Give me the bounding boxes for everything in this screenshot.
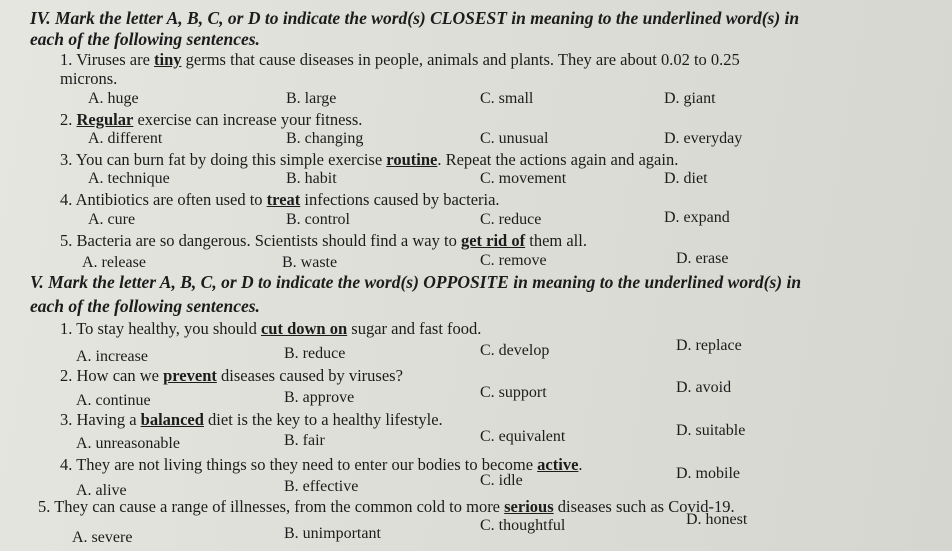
s5-q5-option-b[interactable]: B. unimportant	[284, 525, 381, 542]
s5-q4-option-c[interactable]: C. idle	[480, 472, 523, 489]
s5-q3-option-d[interactable]: D. suitable	[676, 422, 746, 439]
s4-q3-underlined: routine	[386, 150, 438, 169]
s5-q4-option-d[interactable]: D. mobile	[676, 465, 740, 482]
s5-q1-post: sugar and fast food.	[347, 319, 482, 338]
s5-q2-option-b[interactable]: B. approve	[284, 389, 355, 406]
s5-question-5	[38, 497, 735, 517]
s4-question-2	[60, 110, 362, 130]
s4-q2-post: exercise can increase your fitness.	[133, 110, 363, 129]
s4-q2-pre: 2.	[60, 110, 77, 129]
s5-q5-underlined: serious	[504, 497, 554, 516]
s4-q1-option-c[interactable]: C. small	[480, 90, 534, 107]
s4-q1-pre: 1. Viruses are	[60, 50, 155, 69]
s4-q1-option-b[interactable]: B. large	[286, 90, 337, 107]
s5-q3-option-a[interactable]: A. unreasonable	[76, 435, 180, 452]
s5-q5-post: diseases such as Covid-19.	[553, 497, 735, 516]
s4-q3-option-b[interactable]: B. habit	[286, 170, 337, 187]
s4-q4-underlined: treat	[266, 190, 301, 209]
s4-q4-post: infections caused by bacteria.	[300, 190, 500, 209]
s5-q5-option-a[interactable]: A. severe	[72, 529, 133, 546]
s4-q4-option-b[interactable]: B. control	[286, 211, 350, 228]
s5-q4-underlined: active	[537, 455, 579, 474]
s5-q2-option-a[interactable]: A. continue	[76, 392, 151, 409]
s4-q3-option-c[interactable]: C. movement	[480, 170, 567, 187]
s5-q1-option-c[interactable]: C. develop	[480, 342, 550, 359]
s5-q2-option-d[interactable]: D. avoid	[676, 379, 732, 396]
s4-question-3	[60, 150, 678, 170]
s4-q2-option-d[interactable]: D. everyday	[664, 130, 743, 147]
s5-q4-option-b[interactable]: B. effective	[284, 478, 359, 495]
s5-q3-pre: 3. Having a	[60, 410, 141, 429]
s4-q3-option-a[interactable]: A. technique	[88, 170, 170, 187]
s4-question-4	[60, 190, 500, 210]
s4-q1-option-a[interactable]: A. huge	[88, 90, 139, 107]
s5-q3-post: diet is the key to a healthy lifestyle.	[203, 410, 443, 429]
s5-q2-option-c[interactable]: C. support	[480, 384, 547, 401]
s4-q4-pre: 4. Antibiotics are often used to	[60, 190, 267, 209]
s4-q5-option-a[interactable]: A. release	[82, 254, 146, 271]
s4-q2-underlined: Regular	[76, 110, 134, 129]
s5-q1-option-b[interactable]: B. reduce	[284, 345, 346, 362]
s5-q3-underlined: balanced	[140, 410, 204, 429]
s5-q3-option-b[interactable]: B. fair	[284, 432, 325, 449]
s5-q1-option-d[interactable]: D. replace	[676, 337, 742, 354]
s4-q3-post: . Repeat the actions again and again.	[437, 150, 679, 169]
s4-q1-post: germs that cause diseases in people, animals and plants. They are about 0.02 to 0.25	[181, 50, 740, 69]
s4-q1-option-d[interactable]: D. giant	[664, 90, 716, 107]
s4-q2-option-c[interactable]: C. unusual	[480, 130, 549, 147]
s5-q1-underlined: cut down on	[260, 319, 348, 338]
s5-q5-option-d[interactable]: D. honest	[686, 511, 748, 528]
s5-q3-option-c[interactable]: C. equivalent	[480, 428, 566, 445]
s4-q5-post: them all.	[525, 231, 587, 250]
s5-q1-option-a[interactable]: A. increase	[76, 348, 148, 365]
s5-question-3	[60, 410, 443, 430]
s4-q5-pre: 5. Bacteria are so dangerous. Scientists should find a way to	[60, 231, 461, 250]
s4-question-5	[60, 231, 587, 251]
s5-question-2	[60, 366, 403, 386]
s4-q4-option-a[interactable]: A. cure	[88, 211, 136, 228]
s4-q1-underlined: tiny	[154, 50, 182, 69]
s4-q5-option-c[interactable]: C. remove	[480, 252, 547, 269]
section4-header-line1: IV. Mark the letter A, B, C, or D to indicate the word(s) CLOSEST in meaning to the underlined word(s) in	[30, 8, 800, 28]
s4-q2-option-b[interactable]: B. changing	[286, 130, 364, 147]
s5-q4-post: .	[578, 455, 583, 474]
s5-q4-pre: 4. They are not living things so they need to enter our bodies to become	[60, 455, 538, 474]
s5-q5-option-c[interactable]: C. thoughtful	[480, 517, 566, 534]
s5-q2-underlined: prevent	[163, 366, 217, 385]
s5-q5-pre: 5. They can cause a range of illnesses, from the common cold to more	[38, 497, 505, 516]
s5-q2-pre: 2. How can we	[60, 366, 164, 385]
s4-q2-option-a[interactable]: A. different	[88, 130, 163, 147]
s4-q5-option-d[interactable]: D. erase	[676, 250, 729, 267]
section5-header-line2: each of the following sentences.	[30, 296, 260, 316]
s5-q1-pre: 1. To stay healthy, you should	[60, 319, 261, 338]
s4-q4-option-c[interactable]: C. reduce	[480, 211, 542, 228]
s4-q5-option-b[interactable]: B. waste	[282, 254, 338, 271]
s4-q4-option-d[interactable]: D. expand	[664, 209, 730, 226]
s4-q5-underlined: get rid of	[460, 231, 526, 250]
s4-q3-pre: 3. You can burn fat by doing this simple exercise	[60, 150, 387, 169]
s4-question-1	[60, 50, 740, 70]
s5-q4-option-a[interactable]: A. alive	[76, 482, 127, 499]
s4-q3-option-d[interactable]: D. diet	[664, 170, 708, 187]
section5-header-line1: V. Mark the letter A, B, C, or D to indicate the word(s) OPPOSITE in meaning to the underlined word(s) in	[30, 272, 802, 292]
s5-q2-post: diseases caused by viruses?	[216, 366, 403, 385]
section4-header-line2: each of the following sentences.	[30, 29, 260, 49]
s5-question-1	[60, 319, 481, 339]
s4-question-1-line2: microns.	[60, 69, 118, 88]
